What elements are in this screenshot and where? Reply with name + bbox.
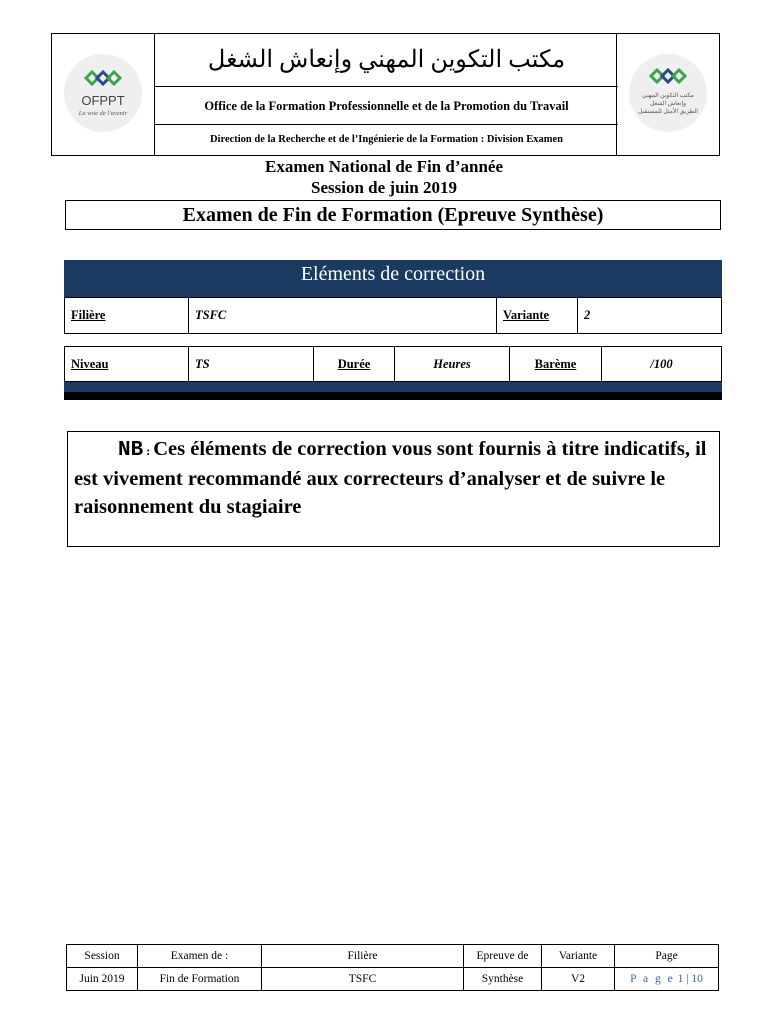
filiere-table [64, 297, 722, 334]
nb-notice [67, 431, 720, 547]
office-name: Office de la Formation Professionnelle et de la Promotion du Travail [155, 87, 618, 125]
footer-value-row [67, 968, 719, 991]
table-bottom-rule [64, 392, 722, 400]
footer-epreuve-value: Synthèse [464, 968, 542, 991]
bareme-value: /100 [602, 347, 722, 382]
logo-tagline: La voie de l'avenir [78, 110, 128, 117]
nb-text: Ces éléments de correction vous sont fournis à titre indicatifs, il est vivement recommandé aux correcteurs d’analyser et de suivre le raisonnement du stagiaire [74, 438, 707, 518]
nb-colon: : [143, 444, 154, 458]
footer-session-value: Juin 2019 [67, 968, 138, 991]
niveau-table [64, 346, 722, 382]
table-bottom-band [64, 382, 722, 392]
footer-header-epreuve: Epreuve de [464, 945, 542, 968]
bareme-label: Barème [510, 347, 602, 382]
footer-header-variante: Variante [542, 945, 615, 968]
logo-right-line2: وإنعاش الشغل [649, 101, 687, 107]
footer-examen-value: Fin de Formation [138, 968, 262, 991]
ofppt-logo-left [64, 54, 142, 132]
footer-header-examen: Examen de : [138, 945, 262, 968]
right-logo-cell [616, 34, 719, 155]
duree-value: Heures [395, 347, 510, 382]
ofppt-logo-right [629, 54, 707, 132]
variante-label: Variante [497, 298, 578, 334]
page-number: 1 | 10 [677, 973, 703, 985]
niveau-label: Niveau [65, 347, 189, 382]
niveau-value: TS [189, 347, 314, 382]
correction-band: Eléments de correction [64, 260, 722, 297]
header-center [155, 34, 618, 155]
footer-filiere-value: TSFC [262, 968, 464, 991]
footer-header-session: Session [67, 945, 138, 968]
logo-right-line3: الطريق الأمثل للمستقبل [638, 109, 698, 115]
logo-right-line1: مكتب التكوين المهني [642, 93, 694, 99]
logo-name-text: OFPPT [81, 93, 125, 108]
footer-header-row [67, 945, 719, 968]
exam-title-line1: Examen National de Fin d’année [264, 157, 504, 176]
filiere-label: Filière [65, 298, 189, 334]
document-header [51, 33, 720, 156]
arabic-title: مكتب التكوين المهني وإنعاش الشغل [155, 34, 618, 87]
exam-boxed-title: Examen de Fin de Formation (Epreuve Synthèse) [65, 200, 721, 230]
page-word: P a g e [630, 973, 675, 985]
left-logo-cell [52, 34, 155, 155]
page-footer-table [66, 944, 719, 991]
filiere-value: TSFC [189, 298, 497, 334]
footer-page-value [615, 968, 719, 991]
footer-variante-value: V2 [542, 968, 615, 991]
nb-label: NB [118, 439, 144, 462]
footer-header-page: Page [615, 945, 719, 968]
direction-line: Direction de la Recherche et de l’Ingénierie de la Formation : Division Examen [209, 134, 564, 145]
duree-label: Durée [314, 347, 395, 382]
exam-title-line2: Session de juin 2019 [311, 178, 457, 197]
footer-header-filiere: Filière [262, 945, 464, 968]
variante-value: 2 [578, 298, 722, 334]
